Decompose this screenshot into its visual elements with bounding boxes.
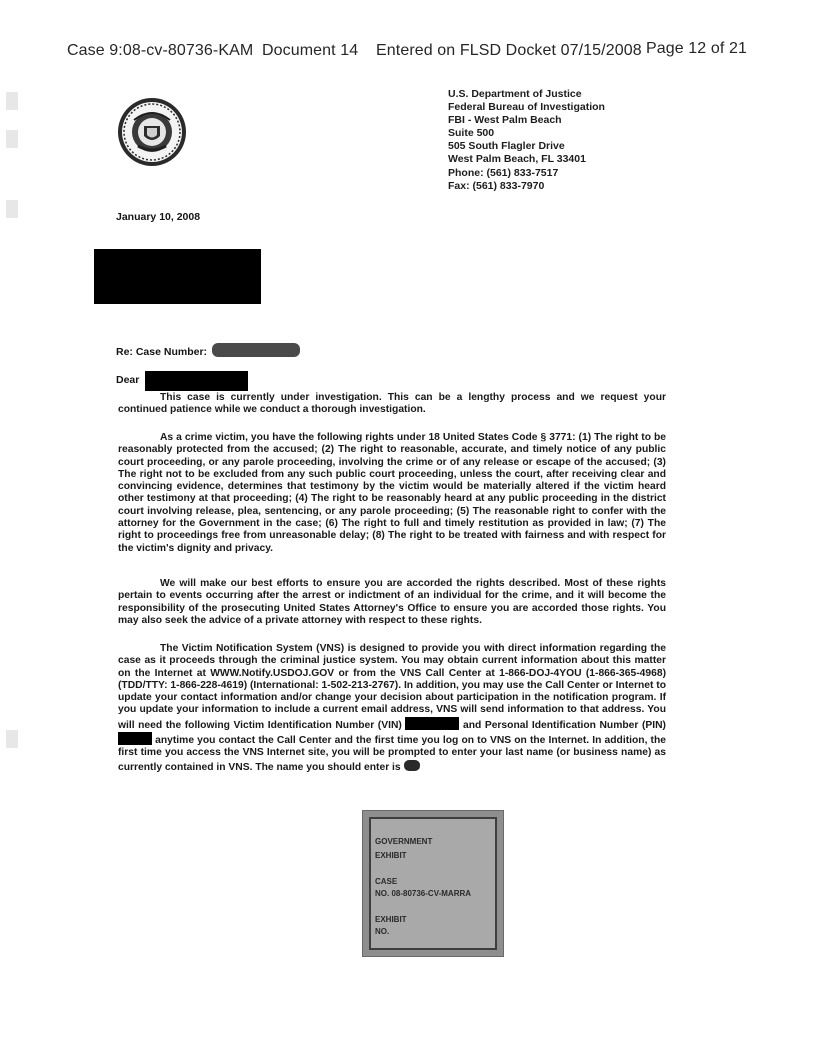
letterhead-address [448, 88, 605, 193]
vns-text-part-1: The Victim Notification System (VNS) is designed to provide you with direct information regarding the case as it proceeds through the criminal justice system. You may obtain current information about this matter on the Internet at WWW.Notify.USDOJ.GOV or from the VNS Call Center at 1-866-DOJ-4YOU (1-866-365-4968) (TDD/TTY: 1-866-228-4619) (International: 1-502-213-2767). In addition, you may use the Call Center or Internet to update your contact information and/or change your decision about participation in the notification program. If you update your information to include a current email address, VNS will send information to that address. You will need the following Victim Identification Number (VIN) [118, 643, 666, 731]
stamp-line: EXHIBIT [375, 915, 407, 924]
document-number-header: Document 14 [262, 42, 359, 59]
exhibit-stamp [362, 810, 504, 957]
address-line: Phone: (561) 833-7517 [448, 166, 559, 179]
address-line: 505 South Flagler Drive [448, 140, 565, 153]
re-case-number-label: Re: Case Number: [116, 346, 208, 358]
redacted-case-number [212, 343, 300, 357]
salutation-label: Dear [116, 374, 140, 386]
body-paragraph-best-efforts: We will make our best efforts to ensure you are accorded the rights described. Most of these rights pertain to events occurring after the arrest or indictment of an individual for the crime, and it will become the responsibility of the prosecuting United States Attorney's Office to ensure you are accorded those rights. You may also seek the advice of a private attorney with respect to these rights. [118, 578, 666, 626]
scan-mark [6, 130, 18, 148]
redacted-last-name [404, 760, 420, 771]
letter-date: January 10, 2008 [116, 211, 201, 223]
vns-text-part-2: and Personal Identification Number (PIN) [462, 719, 666, 731]
redacted-vin [405, 717, 459, 730]
stamp-line: EXHIBIT [375, 851, 407, 860]
address-line: Federal Bureau of Investigation [448, 101, 605, 114]
redacted-recipient-address [94, 249, 261, 304]
stamp-line: CASE [375, 877, 398, 886]
page-number-header: Page 12 of 21 [646, 40, 747, 57]
body-paragraph-vns [118, 643, 666, 774]
body-paragraph-victim-rights: As a crime victim, you have the following rights under 18 United States Code § 3771: (1) The right to be reasonably protected from the accused; (2) The right to reasonable, accurate, and timely notice of any public court proceeding, or any parole proceeding, involving the crime or of any release or escape of the accused; (3) The right not to be excluded from any such public court proceeding, unless the court, after receiving clear and convincing evidence, determines that testimony by the victim would be materially altered if the victim heard other testimony at that proceeding; (4) The right to be reasonably heard at any public proceeding in the district court involving release, plea, sentencing, or any parole proceeding; (5) The reasonable right to confer with the attorney for the Government in the case; (6) The right to full and timely restitution as provided in law; (7) The right to proceedings free from unreasonable delay; (8) The right to be treated with fairness and with respect for the victim's dignity and privacy. [118, 432, 666, 554]
scan-mark [6, 730, 18, 748]
address-line: West Palm Beach, FL 33401 [448, 153, 586, 166]
fbi-seal-icon [116, 96, 188, 168]
address-line: U.S. Department of Justice [448, 88, 582, 100]
redacted-pin [118, 732, 152, 745]
scan-mark [6, 92, 18, 110]
address-line: FBI - West Palm Beach [448, 114, 562, 127]
address-line: Suite 500 [448, 127, 495, 140]
docket-entry-header: Entered on FLSD Docket 07/15/2008 [376, 42, 642, 59]
case-number-header: Case 9:08-cv-80736-KAM [67, 42, 254, 59]
redacted-recipient-name [145, 371, 248, 391]
body-paragraph-investigation: This case is currently under investigation. This can be a lengthy process and we request your continued patience while we conduct a thorough investigation. [118, 392, 666, 416]
stamp-line: NO. [375, 927, 390, 936]
stamp-line: NO. 08-80736-CV-MARRA [375, 889, 472, 898]
stamp-line: GOVERNMENT [375, 837, 433, 846]
address-line: Fax: (561) 833-7970 [448, 179, 545, 192]
vns-text-part-3: anytime you contact the Call Center and the first time you log on to VNS on the Internet. In addition, the first time you access the VNS Internet site, you will be prompted to enter your last name (or business name) as currently contained in VNS. The name you should enter is [118, 735, 666, 773]
scan-mark [6, 200, 18, 218]
